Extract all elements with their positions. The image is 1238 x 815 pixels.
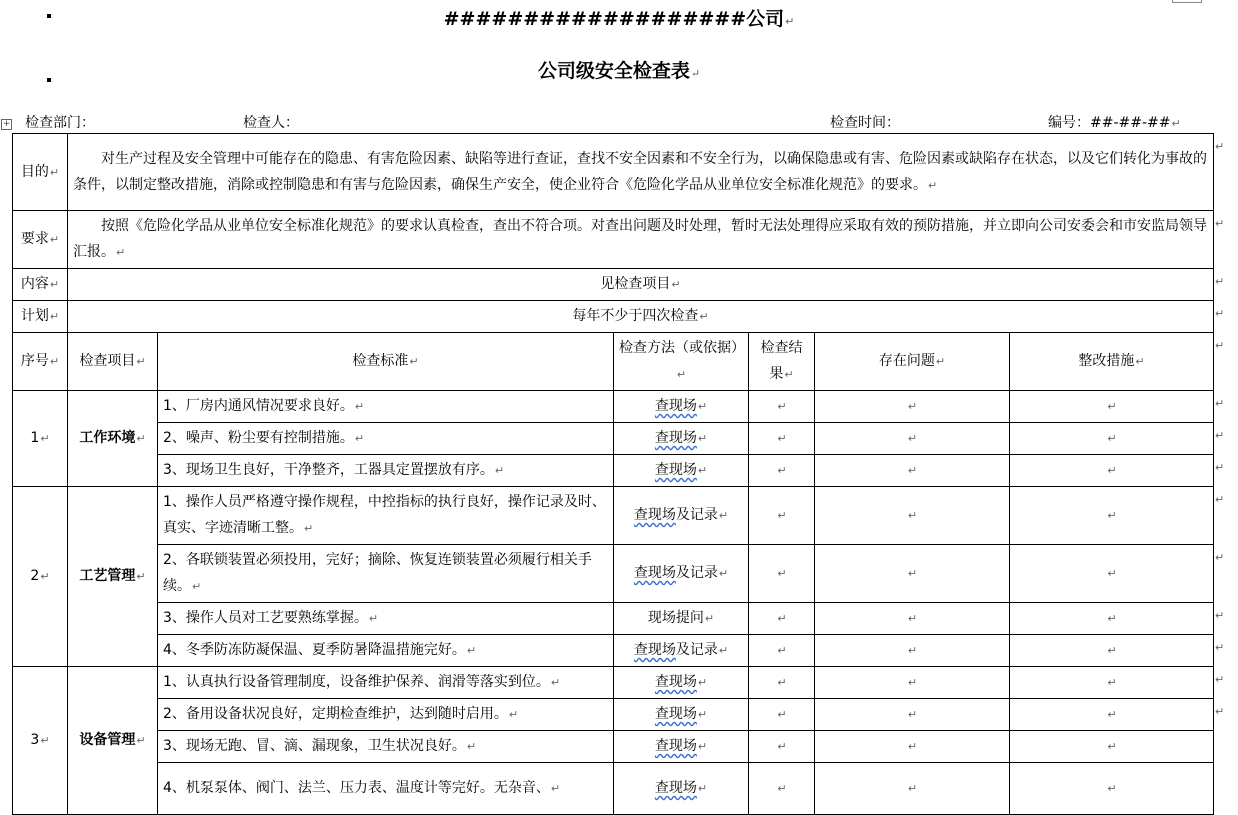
method-rest: 及记录 [675, 565, 718, 581]
requirement-label: 要求↵ [13, 211, 68, 269]
row-standard: 1、操作人员严格遵守操作规程，中控指标的执行良好，操作记录及时、真实、字迹清晰工整。↵ [158, 487, 614, 545]
row-end-mark: ↵ [1215, 460, 1225, 474]
row-method: 查现场及记录↵ [614, 545, 749, 603]
row-result-cell[interactable]: ↵ [749, 699, 815, 731]
row-seq: 3↵ [13, 667, 68, 815]
row-measures-cell[interactable]: ↵ [1010, 391, 1214, 423]
purpose-row [13, 134, 1214, 211]
row-end-mark: ↵ [1215, 306, 1225, 320]
row-method: 查现场↵ [614, 699, 749, 731]
row-measures-cell[interactable]: ↵ [1010, 487, 1214, 545]
column-header-row [13, 333, 1214, 391]
table-row [13, 391, 1214, 423]
table-row [13, 667, 1214, 699]
row-item: 工艺管理↵ [68, 487, 158, 667]
method-rest: 及记录 [675, 642, 718, 658]
row-end-mark: ↵ [1215, 492, 1225, 506]
row-problems-cell[interactable]: ↵ [815, 603, 1010, 635]
table-row [13, 487, 1214, 545]
row-end-mark: ↵ [1215, 640, 1225, 654]
row-method: 查现场及记录↵ [614, 487, 749, 545]
row-item: 设备管理↵ [68, 667, 158, 815]
row-problems-cell[interactable]: ↵ [815, 731, 1010, 763]
row-standard: 3、操作人员对工艺要熟练掌握。↵ [158, 603, 614, 635]
row-end-mark: ↵ [1215, 428, 1225, 442]
row-seq: 1↵ [13, 391, 68, 487]
col-header-standard: 检查标准↵ [158, 333, 614, 391]
row-end-mark: ↵ [1215, 216, 1225, 230]
table-row [13, 635, 1214, 667]
col-header-seq: 序号↵ [13, 333, 68, 391]
content-text: 见检查项目↵ [68, 269, 1214, 301]
time-label: 检查时间： [830, 115, 900, 131]
row-standard: 3、现场卫生良好，干净整齐，工器具定置摆放有序。↵ [158, 455, 614, 487]
row-problems-cell[interactable]: ↵ [815, 487, 1010, 545]
table-row [13, 603, 1214, 635]
col-header-result: 检查结果↵ [749, 333, 815, 391]
row-end-mark: ↵ [1215, 608, 1225, 622]
row-measures-cell[interactable]: ↵ [1010, 699, 1214, 731]
row-problems-cell[interactable]: ↵ [815, 763, 1010, 815]
row-result-cell[interactable]: ↵ [749, 667, 815, 699]
row-measures-cell[interactable]: ↵ [1010, 635, 1214, 667]
row-end-mark: ↵ [1215, 139, 1225, 153]
document-title: 公司级安全检查表↵ [537, 60, 701, 82]
row-measures-cell[interactable]: ↵ [1010, 667, 1214, 699]
row-result-cell[interactable]: ↵ [749, 603, 815, 635]
method-underlined: 查现场 [654, 780, 697, 796]
row-problems-cell[interactable]: ↵ [815, 545, 1010, 603]
table-row [13, 423, 1214, 455]
row-method: 现场提问↵ [614, 603, 749, 635]
method-underlined: 查现场 [633, 642, 676, 658]
row-method: 查现场↵ [614, 763, 749, 815]
table-row [13, 763, 1214, 815]
row-method: 查现场↵ [614, 667, 749, 699]
row-standard: 4、机泵泵体、阀门、法兰、压力表、温度计等完好。无杂音、↵ [158, 763, 614, 815]
content-label: 内容↵ [13, 269, 68, 301]
plan-text: 每年不少于四次检查↵ [68, 301, 1214, 333]
row-measures-cell[interactable]: ↵ [1010, 545, 1214, 603]
row-problems-cell[interactable]: ↵ [815, 455, 1010, 487]
purpose-text: 对生产过程及安全管理中可能存在的隐患、有害危险因素、缺陷等进行查证，查找不安全因素和不安全行为，以确保隐患或有害、危险因素或缺陷存在状态，以及它们转化为事故的条件，以制定整改措施，消除或控制隐患和有害与危险因素，确保生产安全，使企业符合《危险化学品从业单位安全标准化规范》的要求。↵ [68, 134, 1214, 211]
table-row [13, 545, 1214, 603]
row-standard: 1、认真执行设备管理制度，设备维护保养、润滑等落实到位。↵ [158, 667, 614, 699]
row-method: 查现场↵ [614, 423, 749, 455]
row-problems-cell[interactable]: ↵ [815, 635, 1010, 667]
method-underlined: 查现场 [633, 507, 676, 523]
row-problems-cell[interactable]: ↵ [815, 667, 1010, 699]
row-end-mark: ↵ [1215, 274, 1225, 288]
row-item: 工作环境↵ [68, 391, 158, 487]
row-problems-cell[interactable]: ↵ [815, 391, 1010, 423]
inspection-table [12, 133, 1214, 815]
row-result-cell[interactable]: ↵ [749, 391, 815, 423]
col-header-item: 检查项目↵ [68, 333, 158, 391]
row-end-mark: ↵ [1215, 550, 1225, 564]
row-standard: 2、备用设备状况良好，定期检查维护，达到随时启用。↵ [158, 699, 614, 731]
row-measures-cell[interactable]: ↵ [1010, 603, 1214, 635]
method-underlined: 查现场 [654, 706, 697, 722]
dept-label: 检查部门： [25, 115, 95, 131]
row-seq: 2↵ [13, 487, 68, 667]
row-method: 查现场及记录↵ [614, 635, 749, 667]
row-result-cell[interactable]: ↵ [749, 635, 815, 667]
row-problems-cell[interactable]: ↵ [815, 423, 1010, 455]
page-corner-mark [1172, 0, 1202, 3]
table-row [13, 731, 1214, 763]
row-measures-cell[interactable]: ↵ [1010, 455, 1214, 487]
row-problems-cell[interactable]: ↵ [815, 699, 1010, 731]
row-standard: 3、现场无跑、冒、滴、漏现象，卫生状况良好。↵ [158, 731, 614, 763]
method-underlined: 查现场 [654, 738, 697, 754]
row-end-mark: ↵ [1215, 672, 1225, 686]
row-measures-cell[interactable]: ↵ [1010, 423, 1214, 455]
row-measures-cell[interactable]: ↵ [1010, 731, 1214, 763]
table-row [13, 455, 1214, 487]
col-header-measures: 整改措施↵ [1010, 333, 1214, 391]
method-underlined: 查现场 [654, 398, 697, 414]
content-row [13, 269, 1214, 301]
row-method: 查现场↵ [614, 731, 749, 763]
row-standard: 1、厂房内通风情况要求良好。↵ [158, 391, 614, 423]
method-underlined: 查现场 [654, 430, 697, 446]
method-rest: 及记录 [675, 507, 718, 523]
method-rest: 现场提问 [647, 610, 704, 626]
row-end-mark: ↵ [1215, 704, 1225, 718]
method-underlined: 查现场 [654, 462, 697, 478]
table-move-handle-icon[interactable]: + [2, 119, 11, 129]
row-standard: 2、各联锁装置必须投用，完好；摘除、恢复连锁装置必须履行相关手续。↵ [158, 545, 614, 603]
row-method: 查现场↵ [614, 391, 749, 423]
row-result-cell[interactable]: ↵ [749, 763, 815, 815]
row-end-mark: ↵ [1215, 396, 1225, 410]
number-label: 编号：##-##-##↵ [1048, 115, 1181, 131]
method-underlined: 查现场 [633, 565, 676, 581]
row-result-cell[interactable]: ↵ [749, 455, 815, 487]
plan-row [13, 301, 1214, 333]
row-method: 查现场↵ [614, 455, 749, 487]
requirement-text: 按照《危险化学品从业单位安全标准化规范》的要求认真检查，查出不符合项。对查出问题及时处理，暂时无法处理得应采取有效的预防措施，并立即向公司安委会和市安监局领导汇报。↵ [68, 211, 1214, 269]
row-result-cell[interactable]: ↵ [749, 487, 815, 545]
col-header-method: 检查方法（或依据）↵ [614, 333, 749, 391]
company-name: ###################公司↵ [443, 8, 795, 30]
row-standard: 4、冬季防冻防凝保温、夏季防暑降温措施完好。↵ [158, 635, 614, 667]
col-header-problems: 存在问题↵ [815, 333, 1010, 391]
row-result-cell[interactable]: ↵ [749, 545, 815, 603]
row-end-mark: ↵ [1215, 338, 1225, 352]
row-standard: 2、噪声、粉尘要有控制措施。↵ [158, 423, 614, 455]
row-measures-cell[interactable]: ↵ [1010, 763, 1214, 815]
inspector-label: 检查人： [243, 115, 299, 131]
method-underlined: 查现场 [654, 674, 697, 690]
row-result-cell[interactable]: ↵ [749, 731, 815, 763]
purpose-label: 目的↵ [13, 134, 68, 211]
plan-label: 计划↵ [13, 301, 68, 333]
row-result-cell[interactable]: ↵ [749, 423, 815, 455]
requirement-row [13, 211, 1214, 269]
